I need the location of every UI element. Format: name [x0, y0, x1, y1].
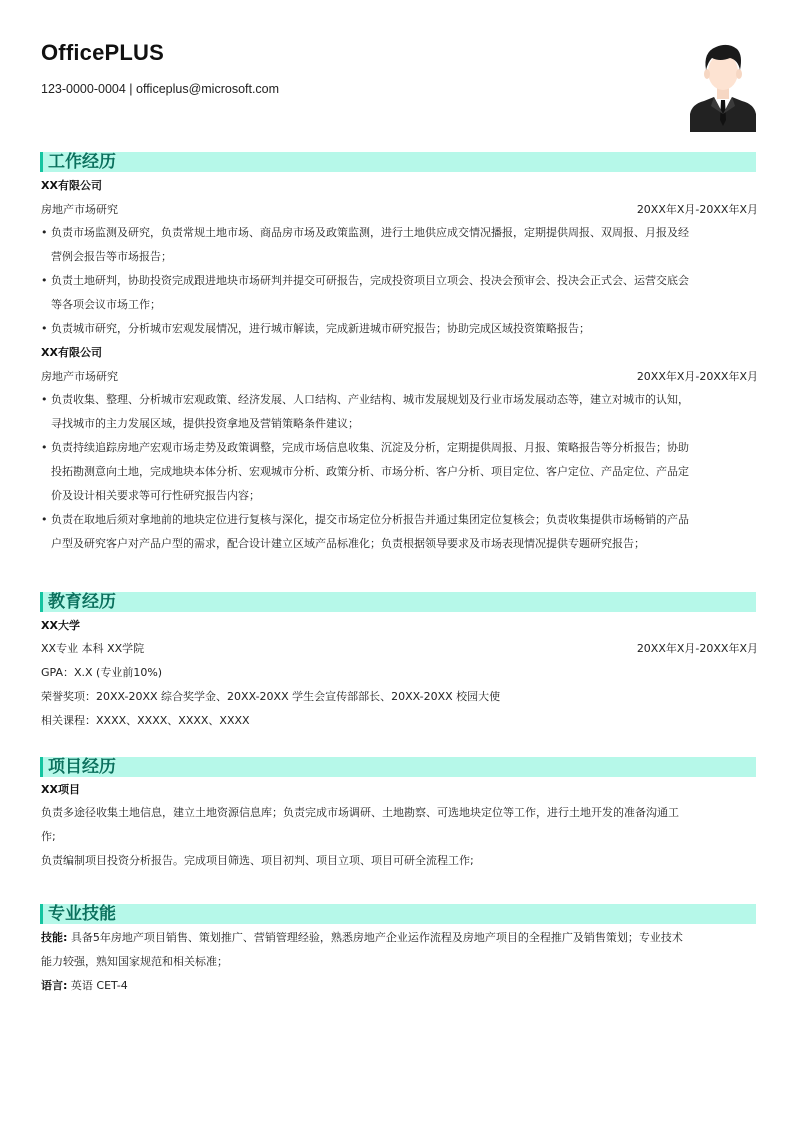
project-name: XX项目	[41, 783, 80, 796]
candidate-name: OfficePLUS	[41, 40, 165, 65]
language-line	[41, 978, 128, 994]
company-name: XX有限公司	[41, 179, 102, 192]
bullet-icon: •	[41, 274, 48, 287]
job-role: 房地产市场研究	[41, 203, 118, 216]
skills-line	[41, 930, 683, 946]
section-header-projects	[40, 757, 756, 777]
job-role: 房地产市场研究	[41, 370, 118, 383]
project-line: 作;	[41, 830, 56, 843]
skills-text: 具备5年房地产项目销售、策划推广、营销管理经验，熟悉房地产企业运作流程及房地产项目的全程推广及销售策划；专业技术	[70, 931, 683, 944]
bullet-icon: •	[41, 441, 48, 454]
section-header-education	[40, 592, 756, 612]
section-title: 工作经历	[48, 152, 116, 172]
education-date: 20XX年X月-20XX年X月	[636, 642, 758, 655]
language-label: 语言:	[41, 979, 68, 992]
honors: 荣誉奖项：20XX-20XX 综合奖学金、20XX-20XX 学生会宣传部部长、20XX-20XX 校园大使	[41, 690, 501, 703]
skills-label: 技能:	[41, 931, 68, 944]
job-date: 20XX年X月-20XX年X月	[636, 203, 758, 216]
bullet-icon: •	[41, 322, 48, 335]
gpa: GPA：X.X (专业前10%)	[41, 666, 163, 679]
section-title: 专业技能	[48, 904, 116, 924]
project-line: 负责编制项目投资分析报告。完成项目筛选、项目初判、项目立项、项目可研全流程工作;	[41, 854, 474, 867]
section-header-skills	[40, 904, 756, 924]
resume-page: OfficePLUS 123-0000-0004 | officeplus@microsoft.com 工作经历 XX有限公司 房地产市场研究 20XX年X月-20XX年X月 • 负责市场监测及研究，负责常规土地市场、商品房市场及政策监测，进行土地供应成交情况播报，定期提供周报、双周报、月报及经 营例会报告等市场报告； • 负责土地研判，协助投资完成跟进地块市场研判并提交可研报告，完成投资项目立项会、投决会预审会、投决会正式会、运营交底会 等各项会议市场工作； • 负责城市研究，分析城市宏观发展情况，进行城市解读，完成新进城市研究报告；协助完成区域投资策略报告； XX有限公司 房地产市场研究 20XX年X月-20XX年X月 • 负责收集、整理、分析城市宏观政策、经济发展、人口结构、产业结构、城市发展规划及行业市场发展动态等，建立对城市的认知， 寻找城市的主力发展区域，提供投资拿地及营销策略条件建议； • 负责持续追踪房地产宏观市场走势及政策调整，完成市场信息收集、沉淀及分析，定期提供周报、月报、策略报告等分析报告；协助 投拓勘测意向土地，完成地块本体分析、宏观城市分析、政策分析、市场分析、客户分析、项目定位、客户定位、产品定位、产品定 价及设计相关要求等可行性研究报告内容； • 负责在取地后须对拿地前的地块定位进行复核与深化，提交市场定位分析报告并通过集团定位复核会；负责收集提供市场畅销的产品 户型及研究客户对产品户型的需求，配合设计建立区域产品标准化；负责根据领导要求及市场表现情况提供专题研究报告； 教育经历 XX大学 XX专业 本科 XX学院 20XX年X月-20XX年X月 GPA：X.X (专业前10%) 荣誉奖项：20XX-20XX 综合奖学金、20XX-20XX 学生会宣传部部长、20XX-20XX 校园大使 相关课程：XXXX、XXXX、XXXX、XXXX 项目经历 XX项目 负责多途径收集土地信息，建立土地资源信息库；负责完成市场调研、土地勘察、可选地块定位等工作，进行土地开发的准备沟通工 作; 负责编制项目投资分析报告。完成项目筛选、项目初判、项目立项、项目可研全流程工作; 专业技能 技能: 具备5年房地产项目销售、策划推广、营销管理经验，熟悉房地产企业运作流程及房地产项目的全程推广及销售策划；专业技术 能力较强，熟知国家规范和相关标准； 语言: 英语 CET-4	[41, 40, 758, 992]
section-header-work	[40, 152, 756, 172]
section-title: 项目经历	[48, 757, 116, 777]
job-date: 20XX年X月-20XX年X月	[636, 370, 758, 383]
major: XX专业 本科 XX学院	[41, 642, 145, 655]
school-name: XX大学	[41, 619, 80, 632]
bullet-icon: •	[41, 393, 48, 406]
section-title: 教育经历	[48, 592, 116, 612]
bullet-icon: •	[41, 226, 48, 239]
company-name: XX有限公司	[41, 346, 102, 359]
person-avatar-icon	[690, 40, 756, 132]
contact-info: 123-0000-0004 | officeplus@microsoft.com	[41, 82, 280, 96]
bullet-icon: •	[41, 513, 48, 526]
courses: 相关课程：XXXX、XXXX、XXXX、XXXX	[41, 714, 250, 727]
project-line: 负责多途径收集土地信息，建立土地资源信息库；负责完成市场调研、土地勘察、可选地块定位等工作，进行土地开发的准备沟通工	[41, 806, 679, 819]
skills-text-continued: 能力较强，熟知国家规范和相关标准；	[41, 955, 228, 968]
language-text: 英语 CET-4	[70, 979, 128, 992]
